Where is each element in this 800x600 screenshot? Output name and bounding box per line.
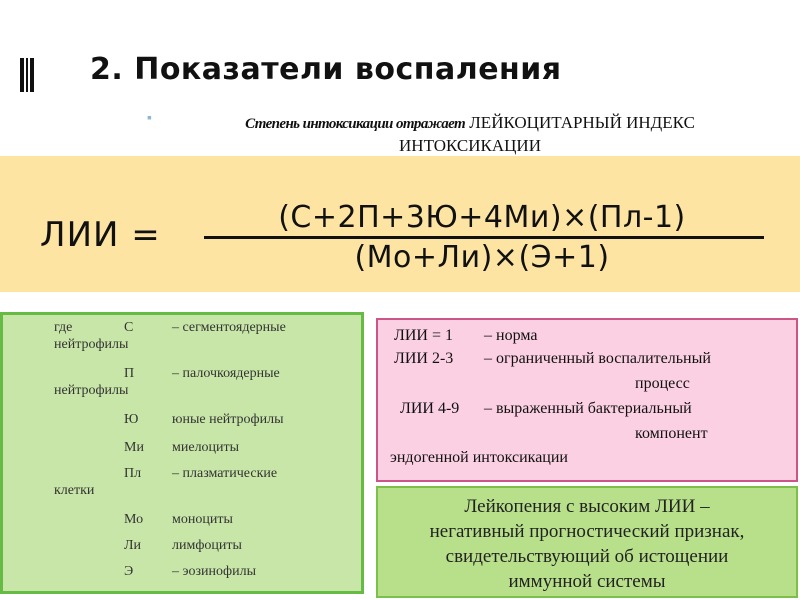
prognosis-panel [376,486,798,598]
legend-symbol: П [124,366,135,381]
subtitle [170,112,770,156]
legend-symbol: Э [124,564,134,579]
norm-row-1-desc: – норма [484,327,538,344]
norm-row-3-desc: – выраженный бактериальный [484,400,692,417]
prognosis-line-4: иммунной системы [508,571,666,592]
legend-symbol: Мо [124,512,144,527]
legend-symbol: Ли [124,538,141,553]
legend-symbol: Пл [124,466,142,481]
subtitle-index-name: ЛЕЙКОЦИТАРНЫЙ ИНДЕКС [465,113,695,132]
legend-desc: – плазматические [172,466,278,481]
norm-row-2-cont: процесс [635,375,690,392]
prognosis-line-3: свидетельствующий об истощении [445,546,729,567]
legend-desc: миелоциты [172,440,240,455]
norm-row-2-label: ЛИИ 2-3 [394,350,454,367]
legend-symbol: Ю [124,412,139,427]
fraction-bar [204,236,764,239]
legend-wrap: клетки [54,483,95,498]
legend-symbol: С [124,320,134,335]
norm-row-2-desc: – ограниченный воспалительный [484,350,711,367]
legend-desc: – сегментоядерные [172,320,286,335]
legend-desc: лимфоциты [172,538,242,553]
norm-row-3-label: ЛИИ 4-9 [400,400,460,417]
norm-row-1-label: ЛИИ = 1 [394,327,453,344]
prognosis-line-2: негативный прогностический признак, [429,521,745,542]
legend-desc: юные нейтрофилы [172,412,284,427]
legend-wrap: нейтрофилы [54,337,129,352]
legend-intro: где [54,320,73,335]
formula-numerator: (С+2П+3Ю+4Ми)×(Пл-1) [278,200,686,235]
formula-denominator: (Мо+Ли)×(Э+1) [354,240,610,275]
legend-desc: моноциты [172,512,233,527]
prognosis-line-1: Лейкопения с высоким ЛИИ – [464,496,710,517]
legend-desc: – эозинофилы [172,564,256,579]
subtitle-line-1 [170,112,770,135]
legend-desc: – палочкоядерные [172,366,280,381]
legend-symbol: Ми [124,440,144,455]
page-title: 2. Показатели воспаления [90,52,562,87]
bullet-icon: ▪ [147,111,152,126]
decorative-bars-icon [20,58,34,92]
subtitle-lead: Степень интоксикации отражает [245,116,466,132]
subtitle-line-2: ИНТОКСИКАЦИИ [399,136,541,155]
formula-lhs: ЛИИ = [40,215,161,255]
prognosis-text [378,494,796,594]
norm-row-3-cont: компонент [635,425,708,442]
legend-wrap: нейтрофилы [54,383,129,398]
norm-row-4: эндогенной интоксикации [390,449,568,466]
